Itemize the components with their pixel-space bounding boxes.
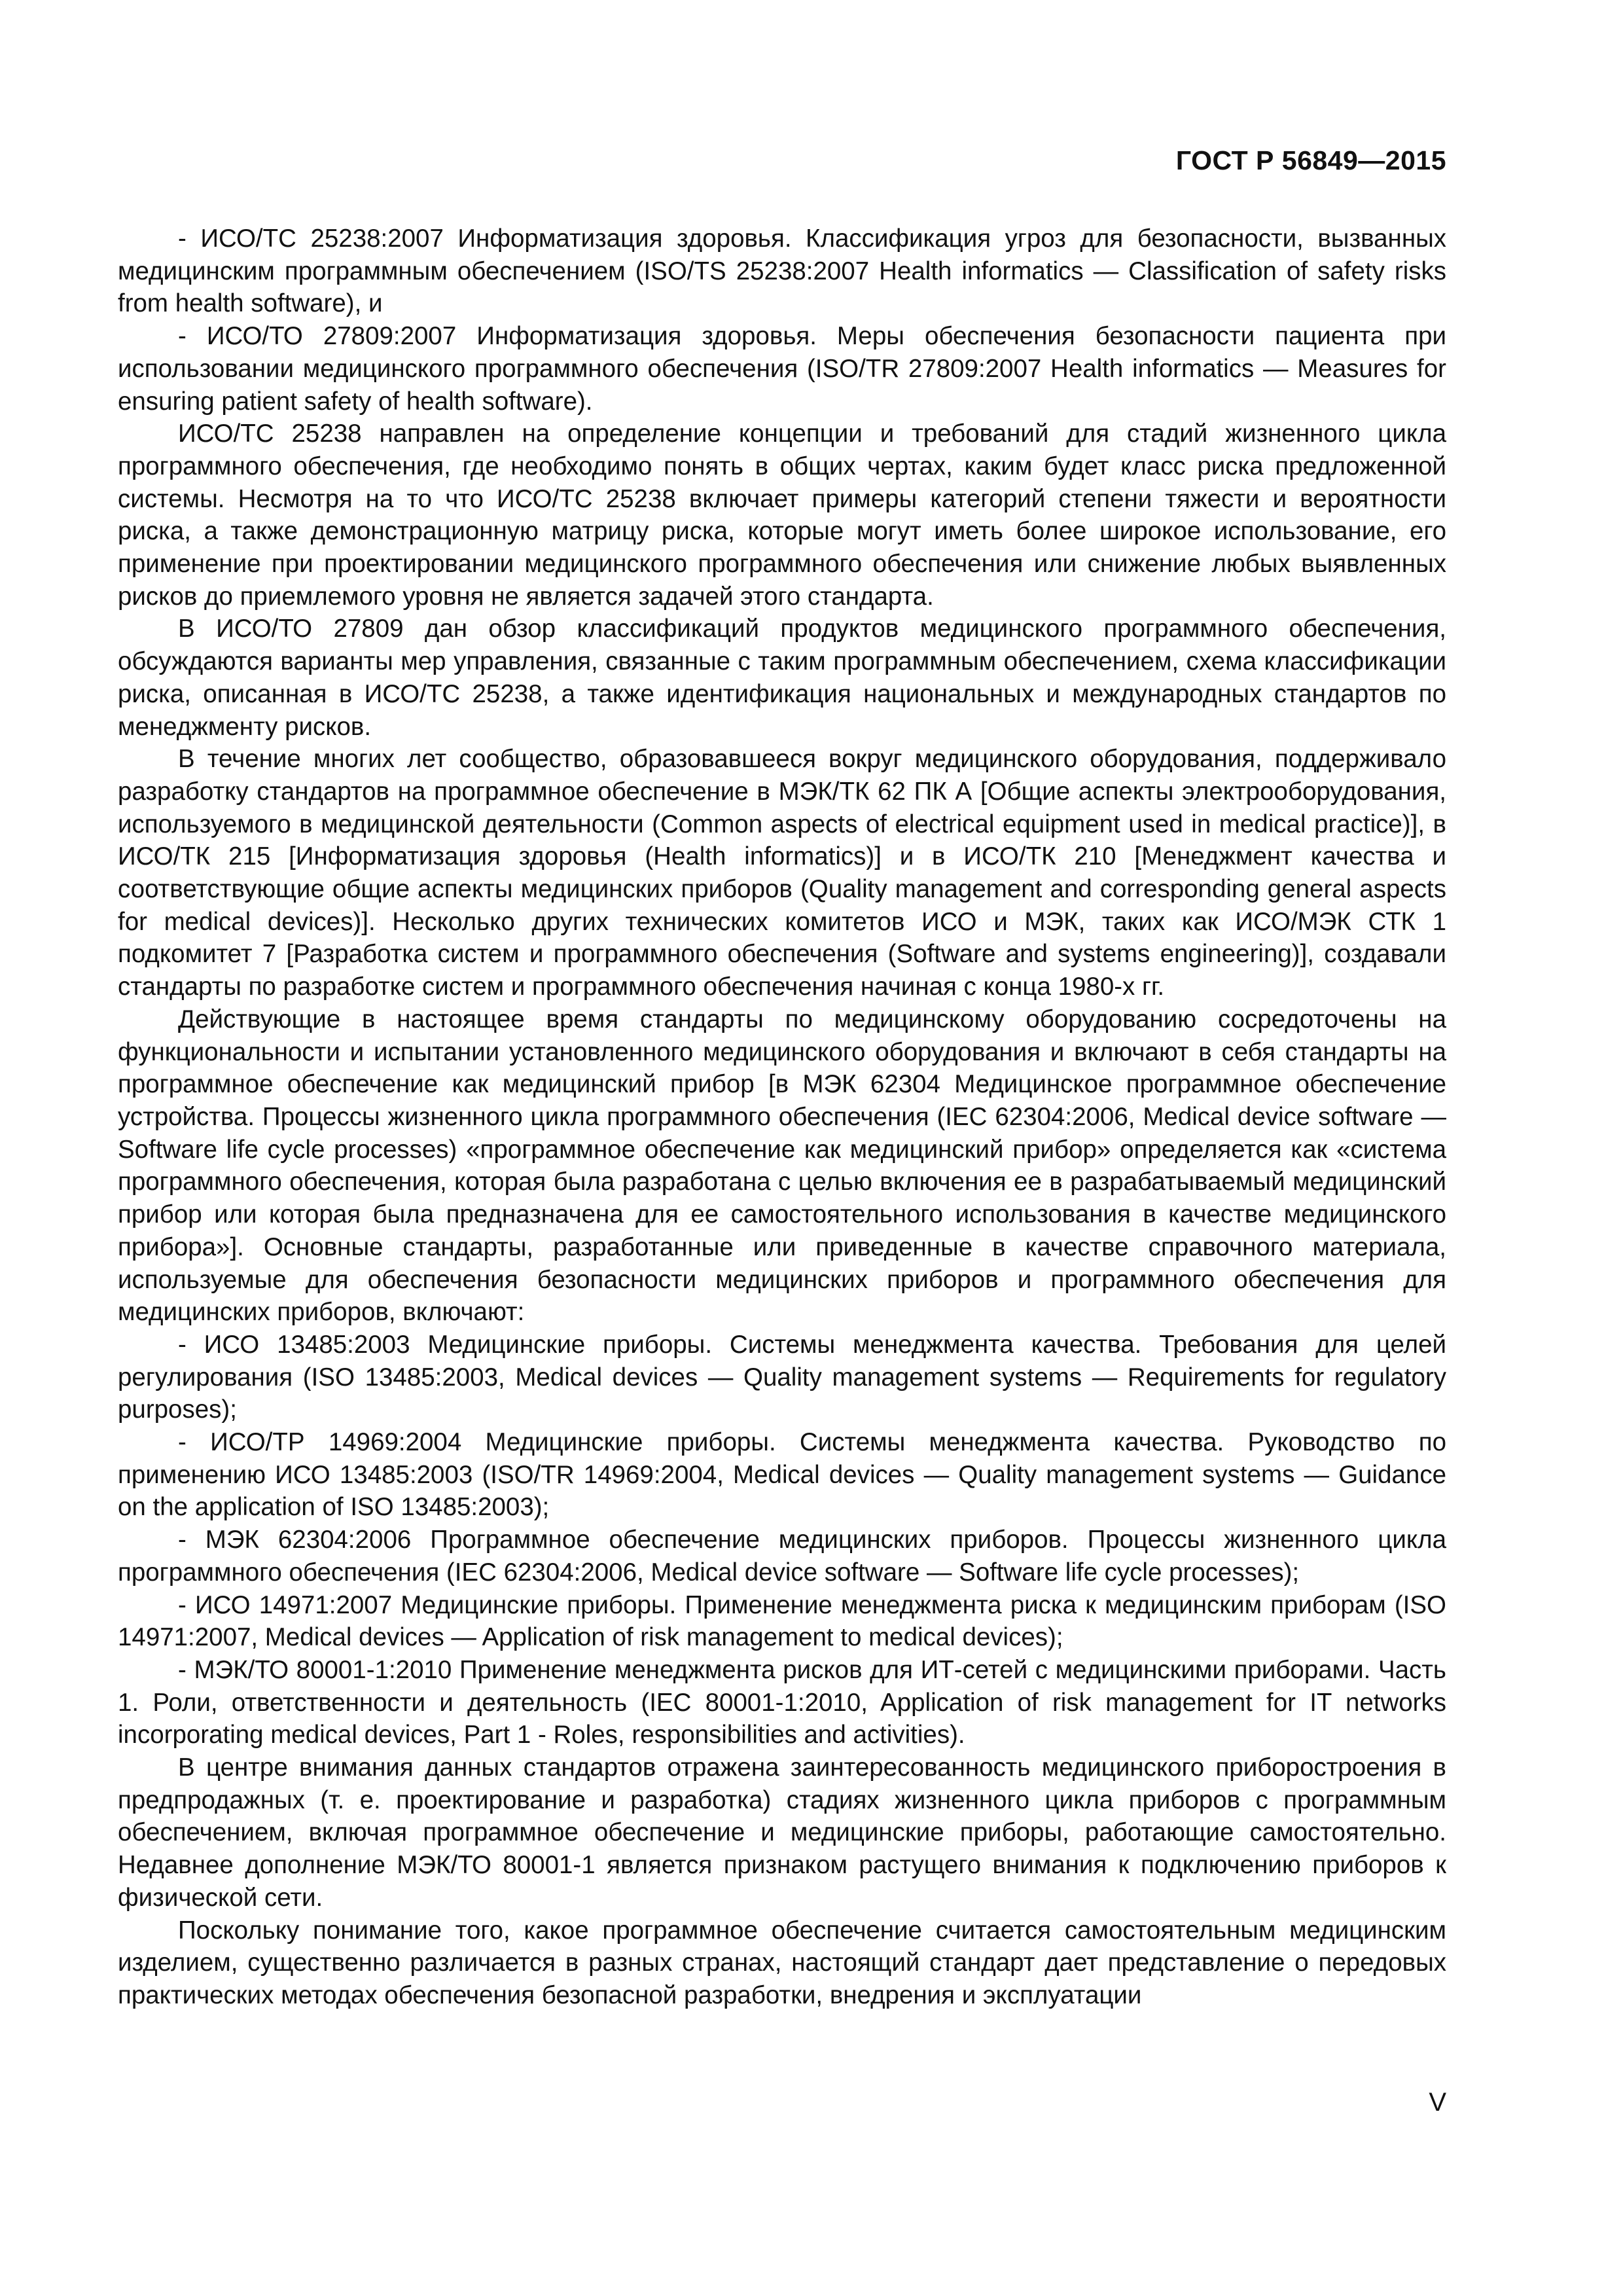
paragraph-current-standards: Действующие в настоящее время стандарты по медицинскому оборудованию сосредоточены на функциональности и испытании установленного медицинского оборудования и включают в себя стандарты на программное обеспечение как медицинский прибор [в МЭК 62304 Медицинское программное обеспечение устройства. Процессы жизненного цикла программного обеспечения (IEC 62304:2006, Medical device software — Software life cycle processes) «программное обеспечение как медицинский прибор» определяется как «система программного обеспечения, которая была разработана с целью включения ее в разрабатываемый медицинский прибор или которая была предназначена для ее самостоятельного использования в качестве медицинского прибора»]. Основные стандарты, разработанные или приведенные в качестве справочного материала, используемые для обеспечения безопасности медицинских приборов и программного обеспечения для медицинских приборов, включают: [118,1005,1446,1327]
paragraph-community-history: В течение многих лет сообщество, образовавшееся вокруг медицинского оборудования, поддерживало разработку стандартов на программное обеспечение в МЭК/ТК 62 ПК А [Общие аспекты электрооборудования, используемого в медицинской деятельности (Common aspects of electrical equipment used in medical practice)], в ИСО/ТК 215 [Информатизация здоровья (Health informatics)] и в ИСО/ТК 210 [Менеджмент качества и соответствующие общие аспекты медицинских приборов (Quality management and corresponding general aspects for medical devices)]. Несколько других технических комитетов ИСО и МЭК, таких как ИСО/МЭК СТК 1 подкомитет 7 [Разработка систем и программного обеспечения (Software and systems engineering)], создавали стандарты по разработке систем и программного обеспечения начиная с конца 1980-х гг. [118,745,1446,1001]
document-body [118,223,1446,2012]
paragraph-iso-tr-14969-item: - ИСО/ТР 14969:2004 Медицинские приборы. Системы менеджмента качества. Руководство по применению ИСО 13485:2003 (ISO/TR 14969:2004, Medical devices — Quality management systems — Guidance on the application of ISO 13485:2003); [118,1428,1446,1522]
paragraph-iso-13485-item: - ИСО 13485:2003 Медицинские приборы. Системы менеджмента качества. Требования для целей регулирования (ISO 13485:2003, Medical devices — Quality management systems — Requirements for regulatory purposes); [118,1330,1446,1424]
standard-code: ГОСТ Р 56849—2015 [1175,145,1446,175]
paragraph-iso-14971-item: - ИСО 14971:2007 Медицинские приборы. Применение менеджмента риска к медицинским приборам (ISO 14971:2007, Medical devices — Application of risk management to medical devices); [118,1590,1446,1652]
paragraph-iso-to-27809-item: - ИСО/ТО 27809:2007 Информатизация здоровья. Меры обеспечения безопасности пациента при использовании медицинского программного обеспечения (ISO/TR 27809:2007 Health informatics — Measures for ensuring patient safety of health software). [118,322,1446,416]
paragraph-iso-to-27809-review: В ИСО/ТО 27809 дан обзор классификаций продуктов медицинского программного обеспечения, обсуждаются варианты мер управления, связанные с таким программным обеспечением, схема классификации риска, описанная в ИСО/ТС 25238, а также идентификация национальных и международных стандартов по менеджменту рисков. [118,615,1446,741]
paragraph-iec-80001-item: - МЭК/ТО 80001-1:2010 Применение менеджмента рисков для ИТ-сетей с медицинскими приборами. Часть 1. Роли, ответственности и деятельность (IEC 80001-1:2010, Application of risk management for IT networks incorporating medical devices, Part 1 - Roles, responsibilities and activities). [118,1655,1446,1749]
page-number: V [1429,2088,1446,2117]
paragraph-standards-focus: В центре внимания данных стандартов отражена заинтересованность медицинского приборостроения в предпродажных (т. е. проектирование и разработка) стадиях жизненного цикла приборов с программным обеспечением, включая программное обеспечение и медицинские приборы, работающие самостоятельно. Недавнее дополнение МЭК/ТО 80001-1 является признаком растущего внимания к подключению приборов к физической сети. [118,1753,1446,1912]
paragraph-iso-ts-25238-scope: ИСО/ТС 25238 направлен на определение концепции и требований для стадий жизненного цикла программного обеспечения, где необходимо понять в общих чертах, каким будет класс риска предложенной системы. Несмотря на то что ИСО/ТС 25238 включает примеры категорий степени тяжести и вероятности риска, а также демонстрационную матрицу риска, которые могут иметь более широкое использование, его применение при проектировании медицинского программного обеспечения или снижение любых выявленных рисков до приемлемого уровня не является задачей этого стандарта. [118,420,1446,611]
paragraph-standalone-software: Поскольку понимание того, какое программное обеспечение считается самостоятельным медицинским изделием, существенно различается в разных странах, настоящий стандарт дает представление о передовых практических методах обеспечения безопасной разработки, внедрения и эксплуатации [118,1916,1446,2009]
paragraph-iec-62304-item: - МЭК 62304:2006 Программное обеспечение медицинских приборов. Процессы жизненного цикла программного обеспечения (IEC 62304:2006, Medical device software — Software life cycle processes); [118,1526,1446,1587]
paragraph-iso-ts-25238-item: - ИСО/ТС 25238:2007 Информатизация здоровья. Классификация угроз для безопасности, вызванных медицинским программным обеспечением (ISO/TS 25238:2007 Health informatics — Classification of safety risks from health software), и [118,224,1446,318]
